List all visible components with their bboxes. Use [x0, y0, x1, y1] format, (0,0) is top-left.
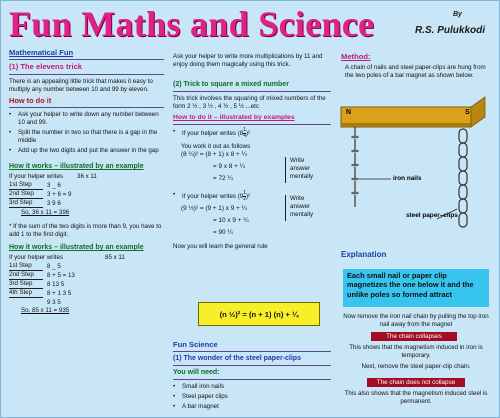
middle-intro: Ask your helper to write more multiplications by 11 and enjoy doing them magically using this trick. [173, 53, 323, 68]
example1-prompt-row [9, 173, 164, 181]
divider [9, 74, 164, 75]
example1-title: How it works – illustrated by an example [9, 163, 144, 170]
nails-label: iron nails [393, 175, 422, 182]
magnet-illustration [335, 93, 495, 243]
ex1-line: (8 ¼)² = (8 + 1) x 8 + ¼ [181, 151, 247, 158]
example1-prompt: If your helper writes [9, 173, 63, 180]
examples-title: How to do it – illustrated by examples [173, 114, 295, 121]
frac-num: 1 [243, 127, 246, 133]
clips-label: steel paper–clips [406, 212, 458, 219]
trick1-title: (1) The elevens trick [9, 62, 83, 71]
step-value: 3 _ 6 [47, 181, 61, 189]
paper-clip [459, 185, 467, 199]
paper-clip [459, 171, 467, 185]
explanation-title: Explanation [341, 250, 387, 259]
method-title: Method: [341, 52, 371, 61]
ex1-line: = 9 x 8 + ¼ [213, 163, 245, 170]
example-prompt [173, 191, 331, 202]
ex1-close: )² [246, 130, 251, 138]
explanation-box: Each small nail or paper clip magnetizes the one below it and the unlike poles so formed attract [343, 269, 489, 307]
nail-head [351, 178, 359, 181]
step-value: 8 _ 5 [47, 262, 61, 270]
ex2-line: = 10 x 9 + ¼ [213, 217, 249, 224]
step-row [9, 289, 164, 298]
page-title: Fun Maths and Science [9, 4, 375, 44]
ex1-line: = 72 ¼ [213, 175, 233, 182]
ex1-note: Write answer mentally [285, 157, 322, 183]
paper-clip [459, 157, 467, 171]
paper-clip [459, 129, 467, 143]
fun-science-title: Fun Science [173, 340, 218, 349]
step-label: 2nd Step [9, 190, 43, 199]
step-row [9, 181, 164, 190]
example1-result: So, 36 x 11 = 396 [21, 209, 70, 216]
example1-problem: 36 x 11 [77, 173, 97, 180]
pole-n-label: N [346, 109, 352, 116]
paper-clip [459, 143, 467, 157]
nail-head [351, 136, 359, 139]
paper-clip [459, 213, 467, 227]
example2-problem: 85 x 11 [105, 254, 125, 261]
frac-den: 2 [243, 196, 246, 202]
magnet-end [471, 97, 485, 127]
divider [173, 124, 331, 125]
general-formula: (n ½)² = (n + 1) (n) + ¼ [198, 302, 320, 326]
ex2-note: Write answer mentally [285, 195, 322, 221]
nail-head [351, 192, 359, 195]
step-row [9, 271, 164, 280]
remove-text: Now remove the iron nail chain by pulling the top iron nail away from the magnet [343, 313, 489, 328]
next-text: Next, remove the steel paper-clip chain. [361, 363, 471, 370]
ex1-lines [173, 143, 285, 183]
ex2-close: )² [246, 193, 251, 201]
nail-head [351, 150, 359, 153]
step-value: 9 3 5 [47, 298, 61, 306]
right-column-bottom [341, 313, 491, 329]
howto-item: • Split the number in two so that there is a gap in the middle [9, 129, 164, 145]
need-title: You will need: [173, 369, 220, 376]
nail-head [351, 164, 359, 167]
general-intro: Now you will learn the general rule [173, 243, 268, 250]
step-value: 8 13 5 [47, 280, 65, 288]
need-item: • Small iron nails [173, 383, 331, 391]
section-heading-maths: Mathematical Fun [9, 48, 74, 57]
step-row [9, 298, 164, 307]
step-label: 3rd Step [9, 280, 43, 289]
ex2-line: (9 ½)² = (9 + 1) x 9 + ¼ [181, 205, 247, 212]
collapse-text: This shows that the magnetism induced in iron is temporary. [349, 344, 483, 359]
example-prompt [173, 128, 331, 139]
ex2-prompt: If your helper writes (9 [182, 193, 244, 201]
trick2-title: (2) Trick to square a mixed number [173, 81, 289, 88]
step-label: 1st Step [9, 181, 43, 190]
middle-column [173, 53, 331, 251]
fun-science [173, 341, 331, 413]
pole-s-label: S [465, 109, 470, 116]
step-row [9, 190, 164, 199]
step-label: 1st Step [9, 262, 43, 271]
ex1-prompt: If your helper writes (8 [182, 130, 244, 138]
example2-prompt-row [9, 254, 164, 262]
step-label: 3rd Step [9, 199, 43, 208]
step-label: 4th Step [9, 289, 43, 298]
step-value: 8 + 1 3 5 [47, 289, 72, 297]
step-value: 8 + 5 = 13 [47, 271, 75, 279]
paper-clip [459, 199, 467, 213]
example2-result: So, 85 x 11 = 935 [21, 307, 70, 314]
trick2-intro: This trick involves the squaring of mixed numbers of the form 2 ½ , 3 ½ , 4 ½ , 5 ½ ...etc [173, 95, 326, 110]
howto-item: • Add up the two digits and put the answer in the gap [9, 147, 164, 155]
left-column [9, 49, 164, 315]
trick1-intro: There is an appealing little trick that makes it easy to multiply any number between 10 and 99 by eleven. [9, 78, 153, 93]
divider [9, 59, 164, 60]
step-row [9, 262, 164, 271]
ex1-work [173, 143, 331, 183]
ex1-work-intro: You work it out as follows [181, 143, 251, 150]
ex2-lines [173, 205, 285, 237]
example2-title: How it works – illustrated by an example [9, 244, 144, 251]
frac-den: 4 [243, 133, 246, 139]
divider [173, 91, 331, 92]
need-item: • A bar magnet [173, 403, 331, 411]
step-value: 3 + 6 = 9 [47, 190, 72, 198]
divider [173, 365, 331, 366]
step-value: 3 9 6 [47, 199, 61, 207]
divider [9, 107, 164, 108]
author-name: R.S. Pulukkodi [415, 25, 486, 36]
frac-num: 1 [243, 190, 246, 196]
step-label: 2nd Step [9, 271, 43, 280]
method-text: A chain of nails and steel paper-clips are hung from the two poles of a bar magnet as shown below. [345, 64, 486, 79]
right-column-top [341, 53, 491, 80]
nocollapse-banner: The chain does not collapse [367, 378, 465, 387]
example2-prompt: If your helper writes [9, 254, 63, 261]
ex2-line: = 90 ¼ [213, 229, 233, 236]
divider [173, 379, 331, 380]
wonder-title: (1) The wonder of the steel paper-clips [173, 355, 301, 362]
howto-item: • Ask your helper to write down any number between 10 and 99. [9, 111, 164, 127]
divider [173, 351, 331, 352]
step-row [9, 280, 164, 289]
need-item: • Steel paper clips [173, 393, 331, 401]
howto-title: How to do it [9, 96, 52, 105]
step-row [9, 199, 164, 208]
nocollapse-text: This also shows that the magnetism induced steel is permanent. [344, 390, 488, 405]
collapse-banner: The chain collapses [371, 332, 457, 341]
carry-note: * If the sum of the two digits is more than 9, you have to add 1 to the first digit. [9, 223, 162, 238]
by-label: By [453, 11, 462, 18]
magnet-shadow [341, 123, 471, 127]
